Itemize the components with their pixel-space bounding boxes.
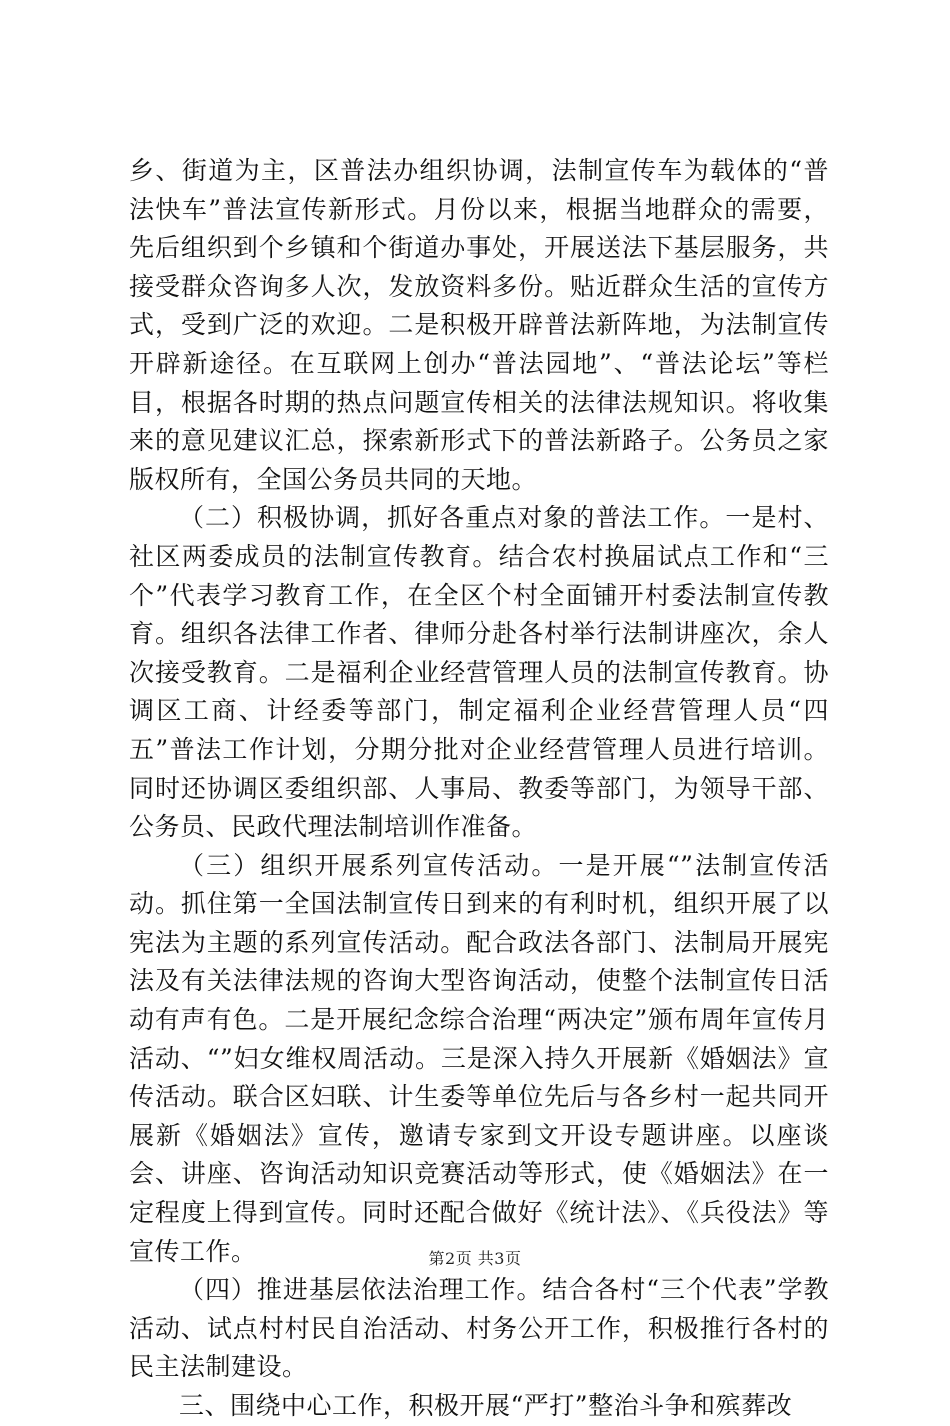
paragraph-continuation: 乡、街道为主，区普法办组织协调，法制宣传车为载体的“普法快车”普法宣传新形式。月份以来，根据当地群众的需要，先后组织到个乡镇和个街道办事处，开展送法下基层服务，共接受群众咨询多人次，发放资料多份。贴近群众生活的宣传方式，受到广泛的欢迎。二是积极开辟普法新阵地，为法制宣传开辟新途径。在互联网上创办“普法园地”、“普法论坛”等栏目，根据各时期的热点问题宣传相关的法律法规知识。将收集来的意见建议汇总，探索新形式下的普法新路子。公务员之家版权所有，全国公务员共同的天地。 [129,156,829,494]
paragraph-section-4: （四）推进基层依法治理工作。结合各村“三个代表”学教活动、试点村村民自治活动、村务公开工作，积极推行各村的民主法制建设。 [129,1275,829,1382]
paragraph-section-3: （三）组织开展系列宣传活动。一是开展“”法制宣传活动。抓住第一全国法制宣传日到来的有利时机，组织开展了以宪法为主题的系列宣传活动。配合政法各部门、法制局开展宪法及有关法律法规的咨询大型咨询活动，使整个法制宣传日活动有声有色。二是开展纪念综合治理“两决定”颁布周年宣传月活动、“”妇女维权周活动。三是深入持久开展新《婚姻法》宣传活动。联合区妇联、计生委等单位先后与各乡村一起共同开展新《婚姻法》宣传，邀请专家到文开设专题讲座。以座谈会、讲座、咨询活动知识竞赛活动等形式，使《婚姻法》在一定程度上得到宣传。同时还配合做好《统计法》、《兵役法》等宣传工作。 [129,850,829,1266]
document-body [129,152,829,1426]
paragraph-section-2: （二）积极协调，抓好各重点对象的普法工作。一是村、社区两委成员的法制宣传教育。结合农村换届试点工作和“三个”代表学习教育工作，在全区个村全面铺开村委法制宣传教育。组织各法律工作者、律师分赴各村举行法制讲座次，余人次接受教育。二是福利企业经营管理人员的法制宣传教育。协调区工商、计经委等部门，制定福利企业经营管理人员“四五”普法工作计划，分期分批对企业经营管理人员进行培训。同时还协调区委组织部、人事局、教委等部门，为领导干部、公务员、民政代理法制培训作准备。 [129,503,829,842]
page-number: 第2页 共3页 [428,1249,522,1268]
paragraph-heading-3: 三、围绕中心工作，积极开展“严打”整治斗争和殡葬改 [179,1391,793,1420]
